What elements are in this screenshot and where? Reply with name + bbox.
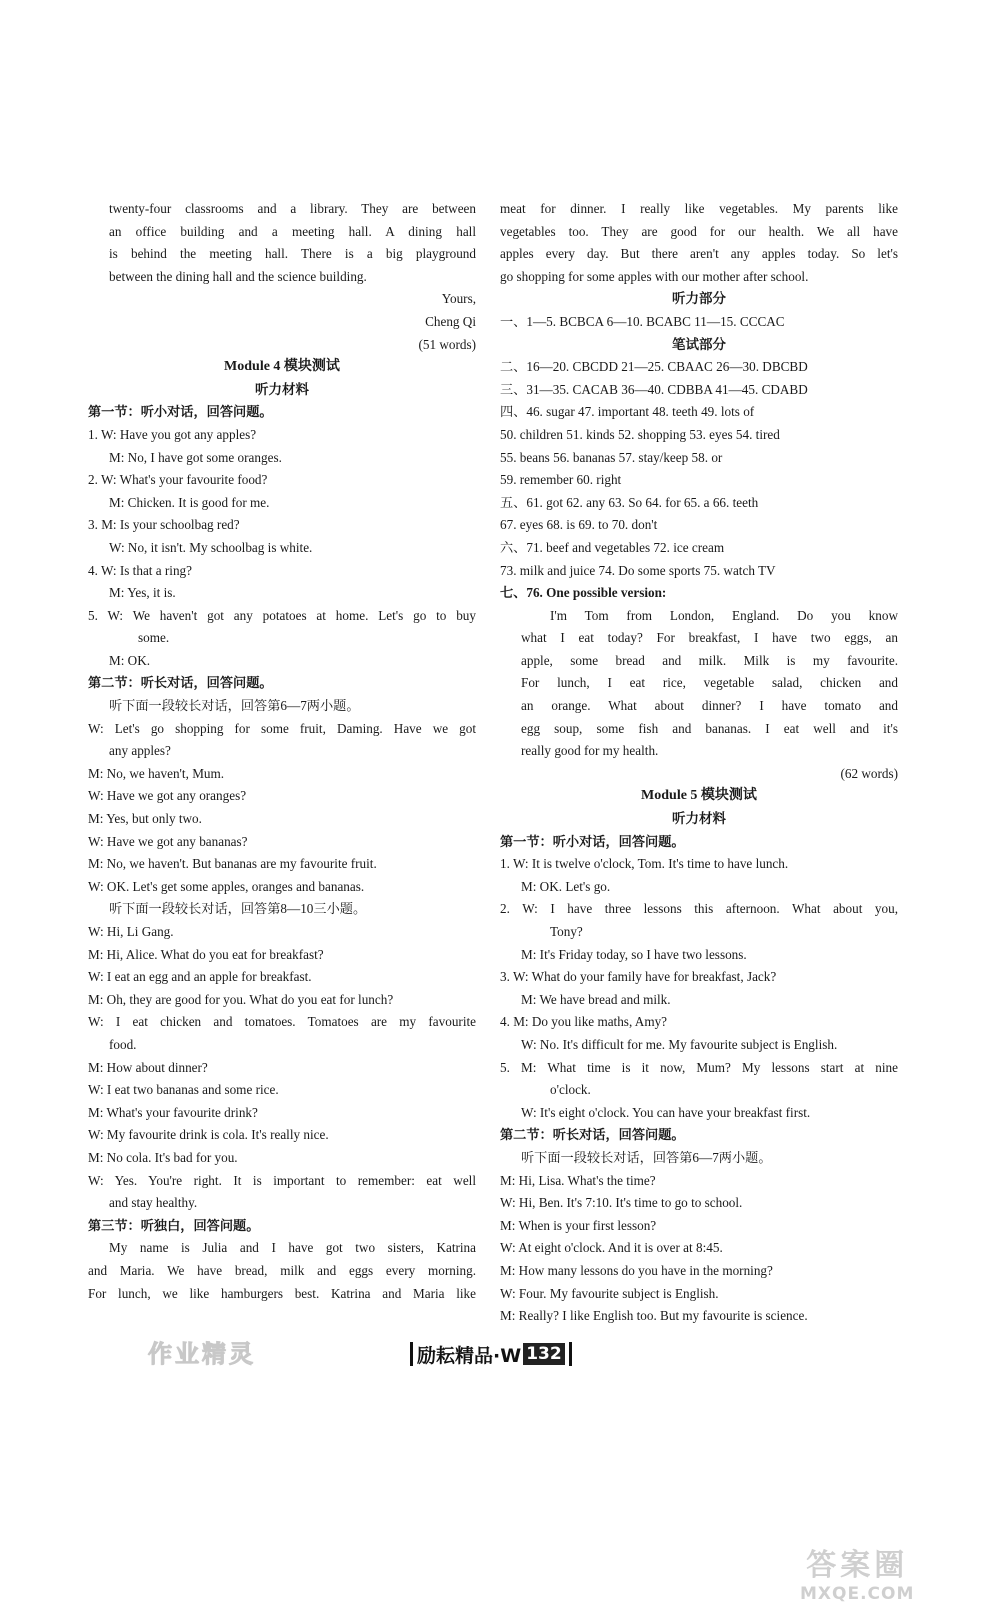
text-line: is behind the meeting hall. There is a big playground [109, 246, 476, 262]
text-line: an office building and a meeting hall. A dining hall [109, 223, 476, 239]
text-line: W: At eight o'clock. And it is over at 8:45. [500, 1240, 723, 1256]
footer-bar-right [569, 1342, 572, 1366]
text-line: 2. W: What's your favourite food? [88, 472, 268, 488]
text-line: M: How about dinner? [88, 1059, 208, 1075]
text-line: 第一节：听小对话，回答问题。 [500, 833, 685, 849]
text-line: 三、31—35. CACAB 36—40. CDBBA 41—45. CDABD [500, 381, 808, 397]
text-line: W: No, it isn't. My schoolbag is white. [109, 539, 313, 555]
text-line: M: Hi, Lisa. What's the time? [500, 1172, 656, 1188]
text-line: For lunch, I eat rice, vegetable salad, chicken and [521, 675, 898, 691]
text-line: W: I eat an egg and an apple for breakfast. [88, 969, 312, 985]
text-line: Module 5 模块测试 [641, 788, 757, 804]
text-line: 1. W: It is twelve o'clock, Tom. It's time to have lunch. [500, 856, 789, 872]
text-line: 55. beans 56. bananas 57. stay/keep 58. or [500, 449, 723, 465]
text-line: 笔试部分 [672, 336, 726, 352]
text-line: M: Yes, it is. [109, 585, 176, 601]
watermark-url: MXQE.COM [800, 1584, 915, 1604]
text-line: (51 words) [418, 336, 476, 352]
text-line: 50. children 51. kinds 52. shopping 53. eyes 54. tired [500, 426, 780, 442]
text-line: M: Hi, Alice. What do you eat for breakfast? [88, 946, 324, 962]
text-line: 67. eyes 68. is 69. to 70. don't [500, 517, 658, 533]
watermark [800, 1540, 914, 1604]
text-line: 第一节：听小对话，回答问题。 [88, 404, 273, 420]
text-line: M: How many lessons do you have in the morning? [500, 1262, 773, 1278]
text-line: M: It's Friday today, so I have two lessons. [521, 946, 747, 962]
text-line: food. [109, 1036, 137, 1052]
text-line: (62 words) [840, 765, 898, 781]
text-line: 2. W: I have three lessons this afternoon. What about you, [500, 901, 898, 917]
text-line: M: OK. [109, 652, 151, 668]
text-line: really good for my health. [521, 743, 659, 759]
text-line: W: No. It's difficult for me. My favourite subject is English. [521, 1036, 838, 1052]
text-line: 七、76. One possible version: [500, 585, 667, 601]
text-line: W: Have we got any oranges? [88, 788, 247, 804]
text-line: Yours, [441, 291, 476, 307]
text-line: 听下面一段较长对话，回答第6—7两小题。 [109, 698, 360, 714]
text-line: W: Let's go shopping for some fruit, Daming. Have we got [88, 720, 476, 736]
text-line: 4. W: Is that a ring? [88, 562, 193, 578]
text-line: apple, some bread and milk. Milk is my favourite. [521, 652, 898, 668]
text-line: M: Chicken. It is good for me. [109, 494, 270, 510]
text-line: what I eat today? For breakfast, I have two eggs, an [521, 630, 898, 646]
text-line: between the dining hall and the science building. [109, 268, 367, 284]
text-line: 二、16—20. CBCDD 21—25. CBAAC 26—30. DBCBD [500, 359, 808, 375]
text-line: 听力材料 [672, 811, 726, 827]
text-line: 5. W: We haven't got any potatoes at home. Let's go to buy [88, 607, 476, 623]
text-line: M: No, I have got some oranges. [109, 449, 282, 465]
right-column [500, 198, 898, 1328]
text-line: 听力材料 [255, 381, 309, 397]
text-line: My name is Julia and I have got two sisters, Katrina [109, 1240, 476, 1256]
text-line: M: No, we haven't. But bananas are my favourite fruit. [88, 856, 377, 872]
text-line: M: Oh, they are good for you. What do you eat for lunch? [88, 991, 394, 1007]
text-line: 5. M: What time is it now, Mum? My lessons start at nine [500, 1059, 898, 1075]
text-line: M: No, we haven't, Mum. [88, 765, 225, 781]
text-line: o'clock. [550, 1082, 591, 1098]
text-line: For lunch, we like hamburgers best. Katrina and Maria like [88, 1285, 476, 1301]
text-line: M: OK. Let's go. [521, 878, 611, 894]
text-line: apples every day. But there aren't any apples today. So let's [500, 246, 898, 262]
footer-label: 励耘精品·W [417, 1344, 522, 1367]
text-line: 59. remember 60. right [500, 472, 622, 488]
text-line: and stay healthy. [109, 1195, 198, 1211]
text-line: 3. M: Is your schoolbag red? [88, 517, 240, 533]
text-line: M: No cola. It's bad for you. [88, 1149, 238, 1165]
text-line: 第二节：听长对话，回答问题。 [500, 1127, 685, 1143]
text-line: 四、46. sugar 47. important 48. teeth 49. lots of [500, 404, 755, 420]
brand-logo-text: 作业精灵 [148, 1340, 256, 1368]
text-line: 4. M: Do you like maths, Amy? [500, 1014, 668, 1030]
text-line: W: Hi, Li Gang. [88, 924, 174, 939]
text-line: W: I eat two bananas and some rice. [88, 1082, 279, 1098]
text-line: 六、71. beef and vegetables 72. ice cream [500, 539, 725, 555]
text-line: any apples? [109, 743, 171, 759]
text-line: W: It's eight o'clock. You can have your breakfast first. [521, 1104, 811, 1120]
text-line: meat for dinner. I really like vegetables. My parents like [500, 201, 898, 216]
text-line: egg soup, some fish and bananas. I eat well and it's [521, 720, 898, 736]
text-line: W: Yes. You're right. It is important to remember: eat well [88, 1172, 476, 1188]
text-line: 1. W: Have you got any apples? [88, 426, 257, 442]
text-line: and Maria. We have bread, milk and eggs every morning. [88, 1262, 476, 1278]
text-line: 73. milk and juice 74. Do some sports 75. watch TV [500, 562, 776, 578]
page-footer [406, 1338, 576, 1370]
text-line: M: Yes, but only two. [88, 811, 202, 827]
left-column [88, 198, 476, 1305]
watermark-title: 答案圈 [806, 1548, 909, 1583]
text-line: 第二节：听长对话，回答问题。 [88, 675, 273, 691]
text-line: 第三节：听独白，回答问题。 [88, 1217, 260, 1233]
text-line: M: What's your favourite drink? [88, 1104, 258, 1120]
text-line: 听下面一段较长对话，回答第6—7两小题。 [521, 1149, 772, 1165]
page-number: 132 [523, 1343, 565, 1365]
text-line: W: Hi, Ben. It's 7:10. It's time to go to school. [500, 1195, 743, 1211]
text-line: I'm Tom from London, England. Do you know [550, 607, 898, 623]
text-line: W: I eat chicken and tomatoes. Tomatoes are my favourite [88, 1014, 476, 1030]
text-line: W: OK. Let's get some apples, oranges and bananas. [88, 878, 365, 894]
footer-bar-left [410, 1342, 413, 1366]
text-line: go shopping for some apples with our mother after school. [500, 268, 809, 284]
text-line: some. [138, 630, 170, 646]
text-line: Module 4 模块测试 [224, 359, 340, 375]
text-line: Tony? [550, 924, 583, 939]
text-line: an orange. What about dinner? I have tomato and [521, 698, 898, 714]
text-line: 一、1—5. BCBCA 6—10. BCABC 11—15. CCCAC [500, 313, 785, 329]
text-line: M: We have bread and milk. [521, 991, 671, 1007]
text-line: 听力部分 [672, 291, 726, 307]
text-line: M: When is your first lesson? [500, 1217, 657, 1233]
text-line: twenty-four classrooms and a library. They are between [109, 201, 476, 216]
text-line: W: Four. My favourite subject is English. [500, 1285, 719, 1301]
text-line: M: Really? I like English too. But my favourite is science. [500, 1308, 808, 1324]
text-line: 3. W: What do your family have for breakfast, Jack? [500, 969, 777, 985]
text-line: vegetables too. They are good for our health. We all have [500, 223, 898, 239]
text-line: W: My favourite drink is cola. It's really nice. [88, 1127, 329, 1143]
text-line: W: Have we got any bananas? [88, 833, 248, 849]
text-line: 五、61. got 62. any 63. So 64. for 65. a 66. teeth [500, 494, 759, 510]
text-line: 听下面一段较长对话，回答第8—10三小题。 [109, 901, 367, 917]
text-line: Cheng Qi [425, 313, 476, 329]
